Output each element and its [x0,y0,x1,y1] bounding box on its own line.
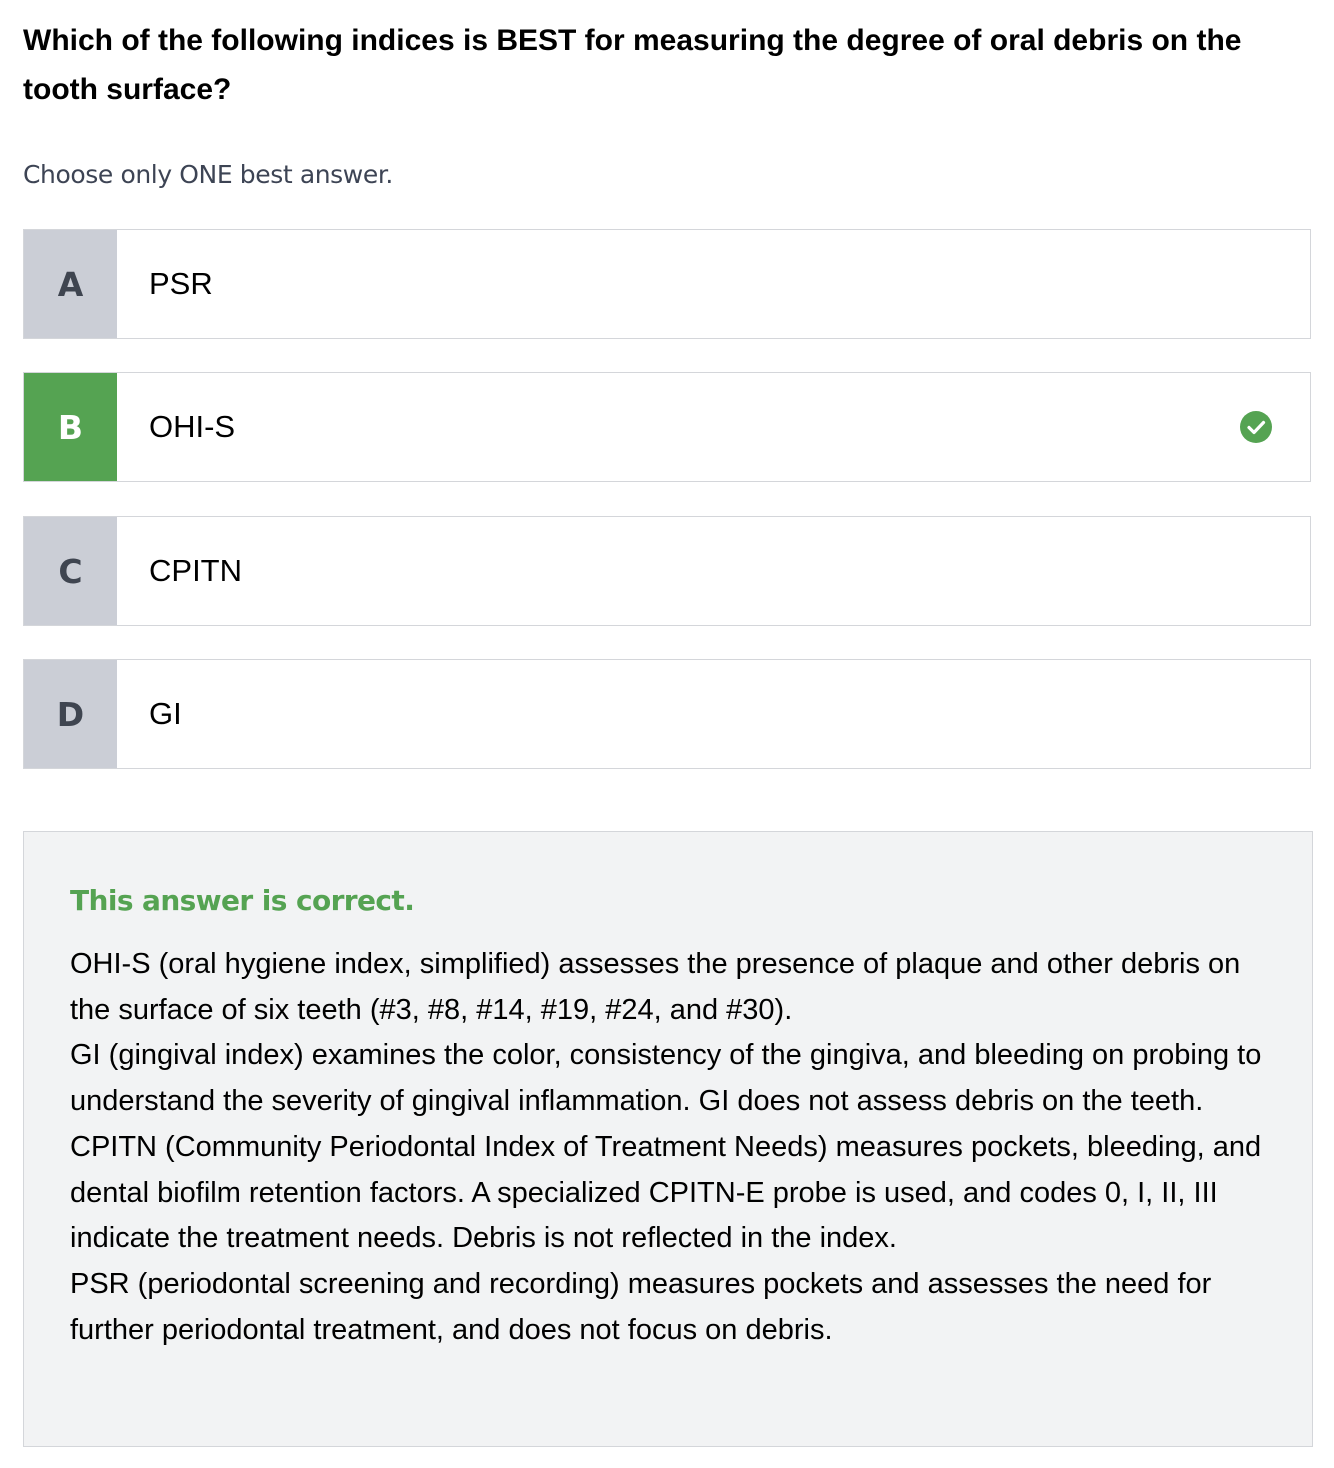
question-text: Which of the following indices is BEST for measuring the degree of oral debris on the tooth surface? [23,24,1242,106]
option-label: GI [149,696,182,731]
option-b[interactable] [23,372,1311,482]
option-label: OHI-S [149,409,236,444]
option-label: PSR [149,266,213,301]
option-label: CPITN [149,553,242,588]
feedback-title: This answer is correct. [70,884,415,917]
explanation-paragraph: CPITN (Community Periodontal Index of Treatment Needs) measures pockets, bleeding, and dental biofilm retention factors. A specialized CPITN-E probe is used, and codes 0, I, II, III indicate the treatment needs. Debris is not reflected in the index. [70,1130,1262,1255]
explanation-paragraph: PSR (periodontal screening and recording) measures pockets and assesses the need for further periodontal treatment, and does not focus on debris. [70,1267,1212,1346]
explanation-paragraph: GI (gingival index) examines the color, consistency of the gingiva, and bleeding on probing to understand the severity of gingival inflammation. GI does not assess debris on the teeth. [70,1039,1262,1118]
option-letter: B [24,373,117,481]
explanation-panel [23,831,1313,1447]
explanation-body [70,942,1270,1353]
option-a[interactable] [23,229,1311,339]
explanation-paragraph: OHI-S (oral hygiene index, simplified) assesses the presence of plaque and other debris on the surface of six teeth (#3, #8, #14, #19, #24, and #30). [70,948,1241,1026]
option-c[interactable] [23,516,1311,626]
option-letter: A [24,230,117,338]
option-letter: C [24,517,117,625]
option-d[interactable] [23,659,1311,769]
check-circle-icon [1240,411,1272,443]
option-letter: D [24,660,117,768]
answer-instruction: Choose only ONE best answer. [23,160,393,189]
